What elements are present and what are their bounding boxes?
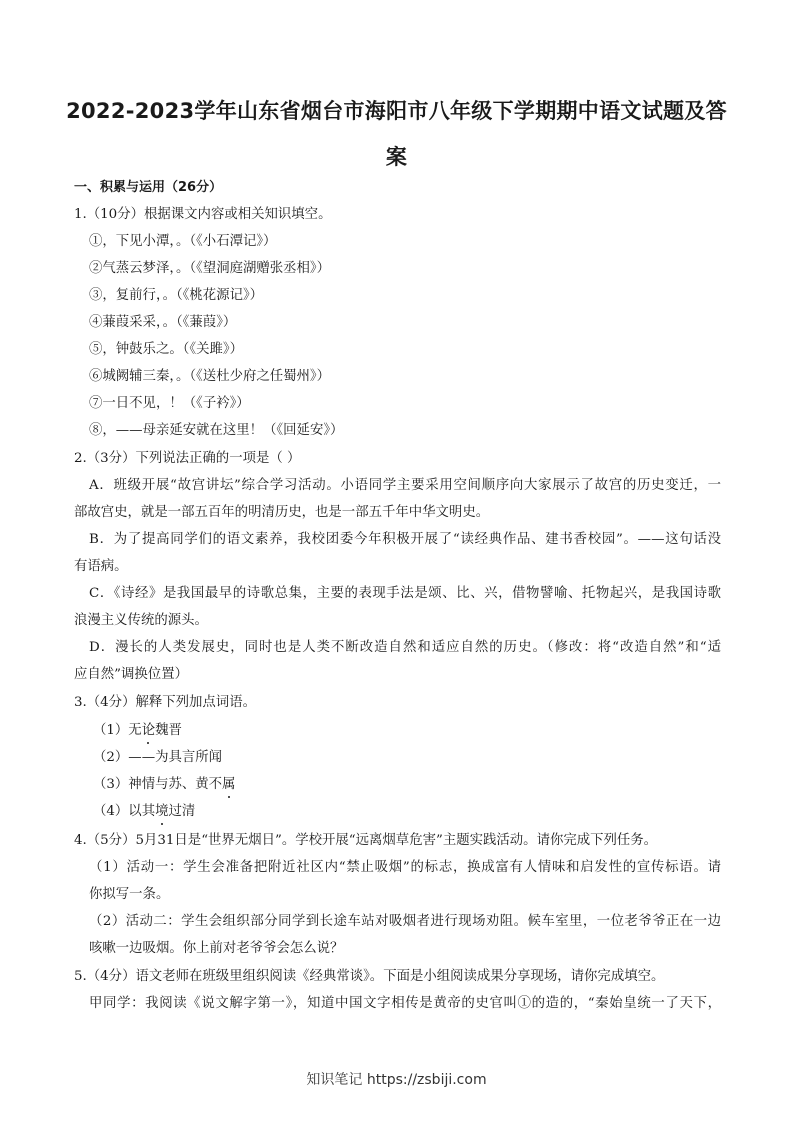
question-1-item: ④蒹葭采采，。（《蒹葭》）	[89, 315, 237, 330]
question-3-item-2: （2）——为具言所闻	[93, 750, 223, 765]
title-line-1: 2022-2023学年山东省烟台市海阳市八年级下学期期中语文试题及答	[66, 99, 727, 123]
question-4-part-1-cont: 你拟写一条。	[89, 887, 170, 902]
question-1-item: ⑥城阙辅三秦，。（《送杜少府之任蜀州》）	[89, 369, 331, 384]
question-3-item-1: （1）无论魏晋	[93, 723, 182, 738]
emphasis-dot-char: 论	[141, 723, 156, 738]
question-4-part-1: （1）活动一：学生会准备把附近社区内“禁止吸烟”的标志，换成富有人情味和启发性的宣传标语。请	[89, 860, 721, 875]
question-2-option-d: D．漫长的人类发展史，同时也是人类不断改造自然和适应自然的历史。（修改：将“改造自然”和“适	[89, 640, 721, 655]
question-1-item: ②气蒸云梦泽，。（《望洞庭湖赠张丞相》）	[89, 261, 331, 276]
question-2-option-a-cont: 部故宫史，就是一部五百年的明清历史，也是一部五千年中华文明史。	[74, 505, 490, 520]
footer-watermark: 知识笔记 https://zsbiji.com	[306, 1072, 487, 1088]
question-2-option-c: C．《诗经》是我国最早的诗歌总集，主要的表现手法是颂、比、兴，借物譬喻、托物起兴，是我国诗歌	[89, 586, 721, 601]
question-4-part-2: （2）活动二：学生会组织部分同学到长途车站对吸烟者进行现场劝阻。候车室里，一位老爷爷正在一边	[89, 914, 721, 929]
title-line-2: 案	[385, 145, 408, 169]
question-1-stem: 1.（10分）根据课文内容或相关知识填空。	[74, 207, 332, 222]
question-2-option-c-cont: 浪漫主义传统的源头。	[74, 613, 208, 628]
question-4-part-2-cont: 咳嗽一边吸烟。你上前对老爷爷会怎么说？	[89, 941, 344, 956]
question-3-item-4: （4）以其境过清	[93, 804, 196, 819]
section-heading: 一、积累与运用（26分）	[74, 180, 223, 195]
question-3-stem: 3.（4分）解释下列加点词语。	[74, 695, 256, 710]
question-2-option-b-cont: 有语病。	[74, 559, 128, 574]
question-1-item: ⑤，钟鼓乐之。（《关雎》）	[89, 342, 243, 357]
question-1-item: ①，下见小潭，。（《小石潭记》）	[89, 234, 277, 249]
question-4-stem: 4.（5分）5月31日是“世界无烟日”。学校开展“远离烟草危害”主题实践活动。请你完成下列任务。	[74, 833, 658, 848]
question-3-item-3: （3）神情与苏、黄不属	[93, 777, 236, 792]
question-5-stem: 5.（4分）语文老师在班级里组织阅读《经典常谈》。下面是小组阅读成果分享现场，请你完成填空。	[74, 969, 665, 984]
question-2-option-b: B．为了提高同学们的语文素养，我校团委今年积极开展了“读经典作品、建书香校园”。——这句话没	[89, 532, 721, 547]
question-2-stem: 2.（3分）下列说法正确的一项是（ ）	[74, 451, 301, 466]
question-1-item: ⑦一日不见，！（《子衿》）	[89, 396, 250, 411]
document-title	[60, 88, 733, 180]
question-1-item: ⑧，——母亲延安就在这里！（《回延安》）	[89, 423, 344, 438]
question-2-option-d-cont: 应自然”调换位置）	[74, 667, 188, 682]
emphasis-dot-char: 境	[155, 804, 169, 819]
question-2-option-a: A．班级开展“故宫讲坛”综合学习活动。小语同学主要采用空间顺序向大家展示了故宫的历史变迁，一	[89, 478, 721, 493]
question-5-paragraph: 甲同学：我阅读《说文解字第一》，知道中国文字相传是黄帝的史官叫①的造的，“秦始皇统一了天下，	[89, 996, 721, 1011]
emphasis-dot-char: 属	[222, 777, 236, 792]
question-1-item: ③，复前行，。（《桃花源记》）	[89, 288, 264, 303]
